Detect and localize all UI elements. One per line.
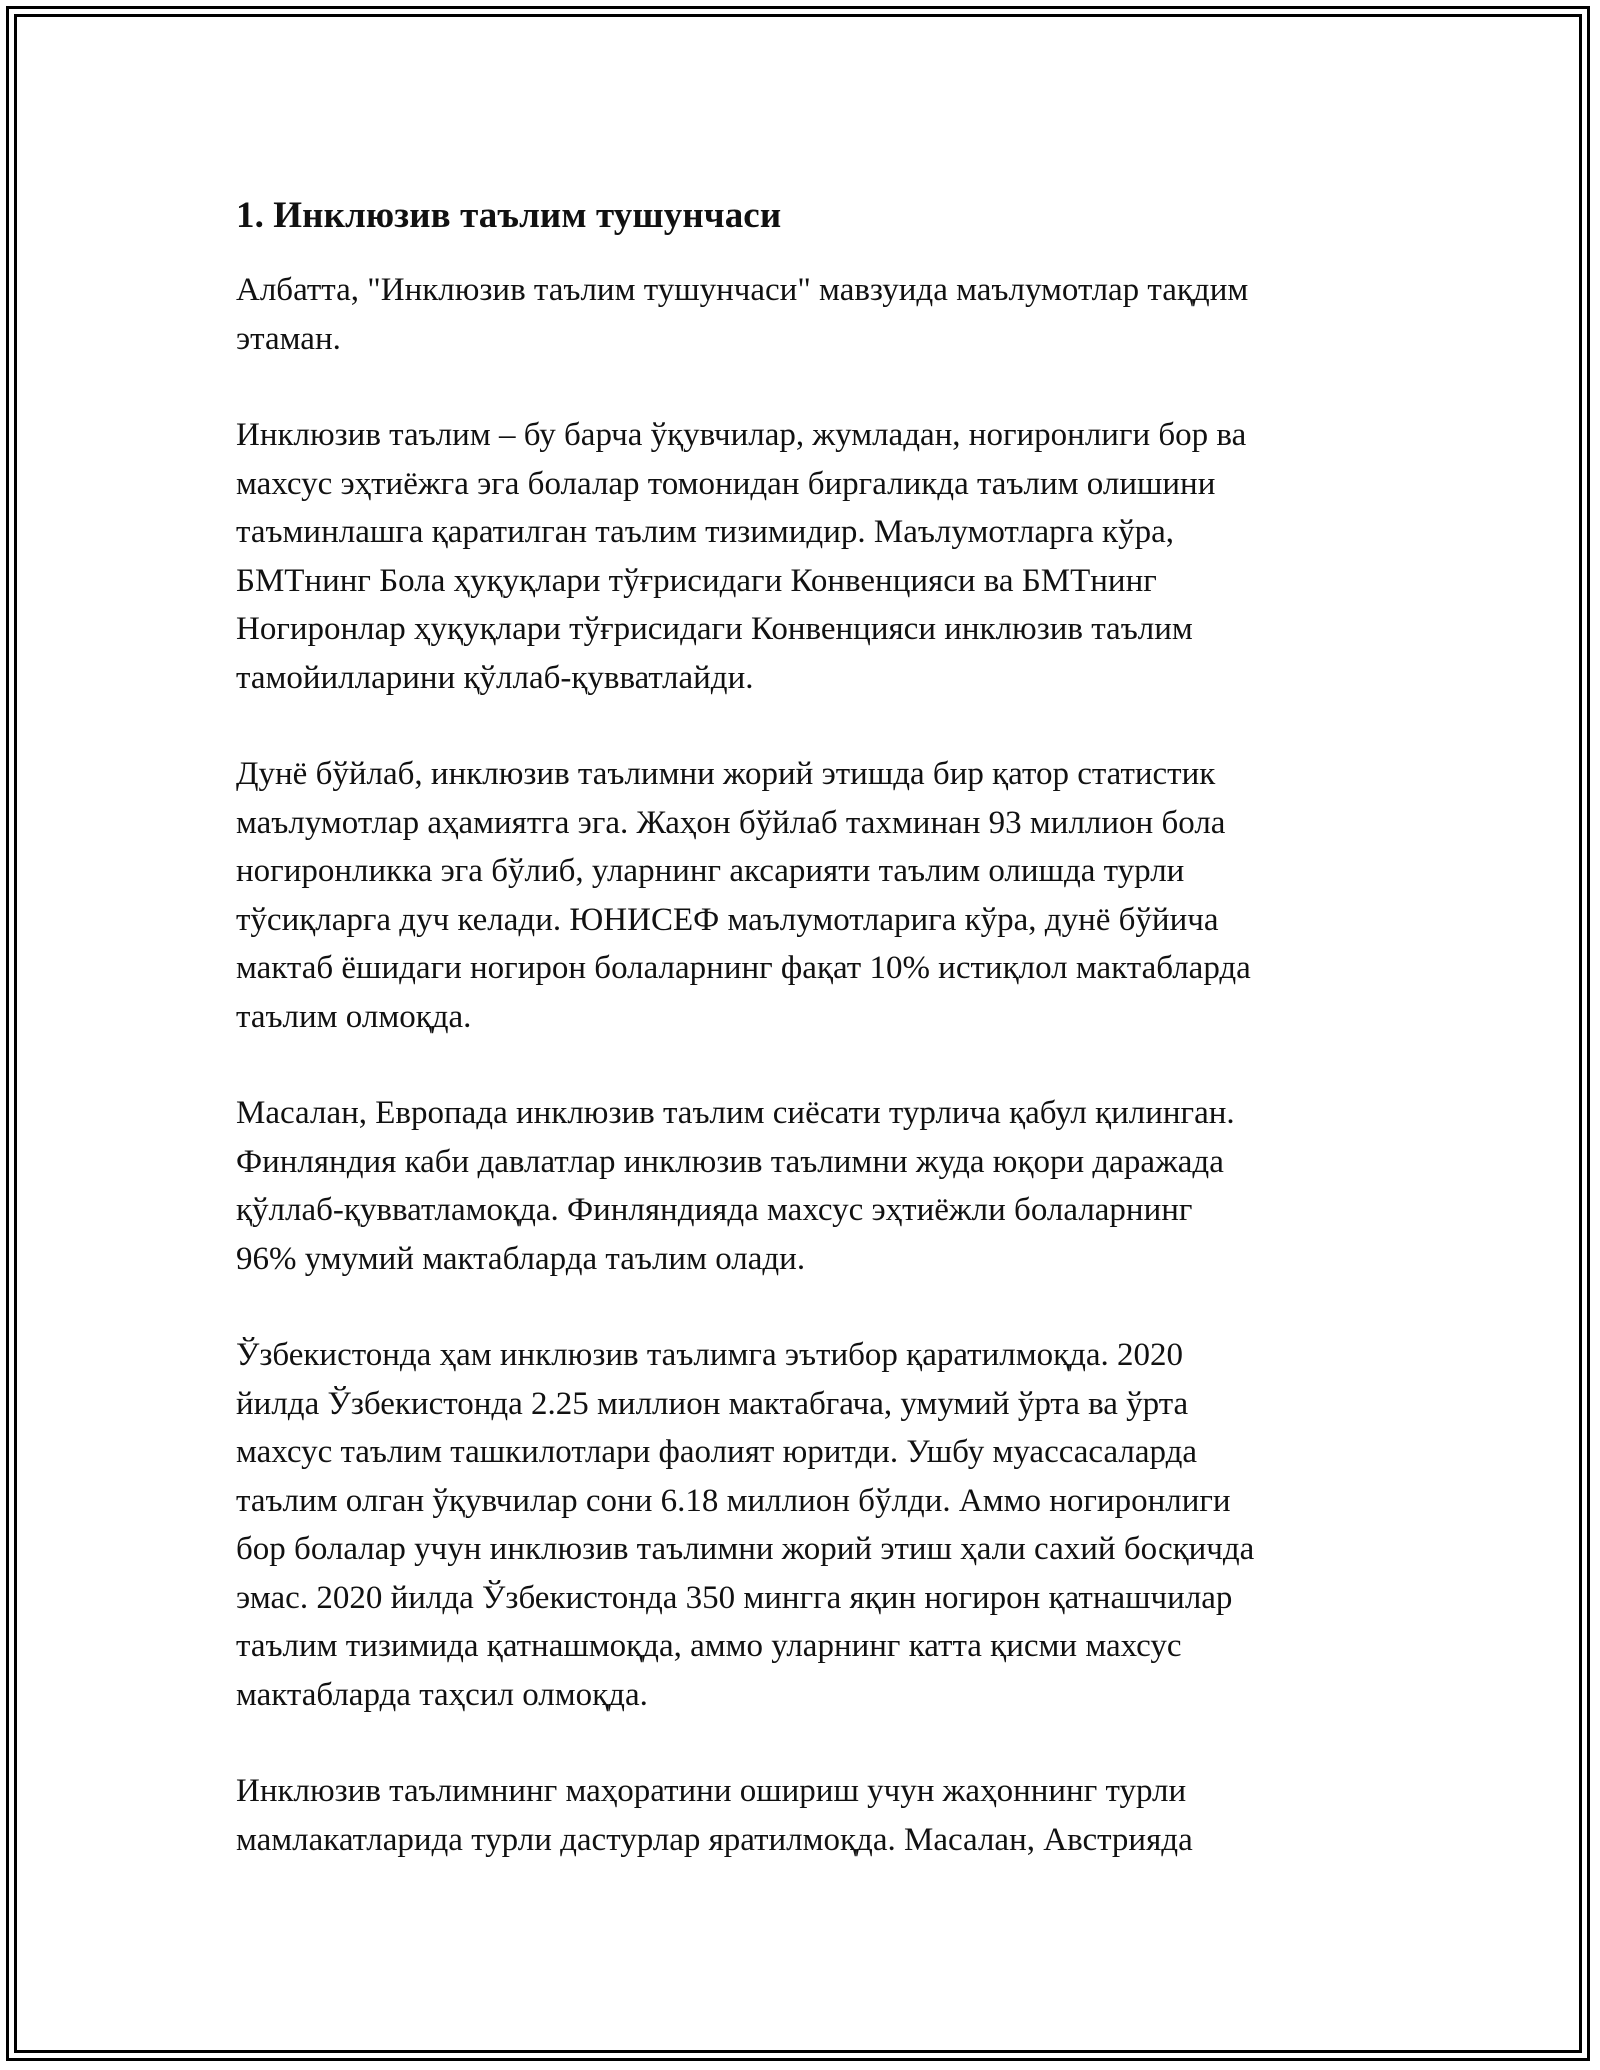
section-heading: 1. Инклюзив таълим тушунчаси — [236, 195, 782, 236]
paragraph-europe: Масалан, Европада инклюзив таълим сиёсати турлича қабул қилинган. Финляндия каби давлатлар инклюзив таълимни жуда юқори даражада қўллаб-қувватламоқда. Финляндияда махсус эҳтиёжли болаларнинг 96% умумий мактабларда таълим олади. — [236, 1095, 1235, 1277]
paragraph-intro: Албатта, "Инклюзив таълим тушунчаси" мавзуида маълумотлар тақдим этаман. — [236, 272, 1249, 357]
document-body — [236, 188, 1396, 1912]
paragraph-programs: Инклюзив таълимнинг маҳоратини ошириш учун жаҳоннинг турли мамлакатларида турли дастурлар яратилмоқда. Масалан, Австрияда — [236, 1773, 1193, 1858]
paragraph-world-statistics: Дунё бўйлаб, инклюзив таълимни жорий этишда бир қатор статистик маълумотлар аҳамиятга эга. Жаҳон бўйлаб тахминан 93 миллион бола ногиронликка эга бўлиб, уларнинг аксарияти таълим олишда турли тўсиқларга дуч келади. ЮНИСЕФ маълумотларига кўра, дунё бўйича мактаб ёшидаги ногирон болаларнинг фақат 10% истиқлол мактабларда таълим олмоқда. — [236, 756, 1251, 1035]
paragraph-definition: Инклюзив таълим – бу барча ўқувчилар, жумладан, ногиронлиги бор ва махсус эҳтиёжга эга болалар томонидан биргаликда таълим олишини таъминлашга қаратилган таълим тизимидир. Маълумотларга кўра, БМТнинг Бола ҳуқуқлари тўғрисидаги Конвенцияси ва БМТнинг Ногиронлар ҳуқуқлари тўғрисидаги Конвенцияси инклюзив таълим тамойилларини қўллаб-қувватлайди. — [236, 417, 1247, 696]
paragraph-uzbekistan: Ўзбекистонда ҳам инклюзив таълимга эътибор қаратилмоқда. 2020 йилда Ўзбекистонда 2.25 миллион мактабгача, умумий ўрта ва ўрта махсус таълим ташкилотлари фаолият юритди. Ушбу муассасаларда таълим олган ўқувчилар сони 6.18 миллион бўлди. Аммо ногиронлиги бор болалар учун инклюзив таълимни жорий этиш ҳали сахий босқичда эмас. 2020 йилда Ўзбекистонда 350 мингга яқин ногирон қатнашчилар таълим тизимида қатнашмоқда, аммо уларнинг катта қисми махсус мактабларда таҳсил олмоқда. — [236, 1337, 1255, 1713]
